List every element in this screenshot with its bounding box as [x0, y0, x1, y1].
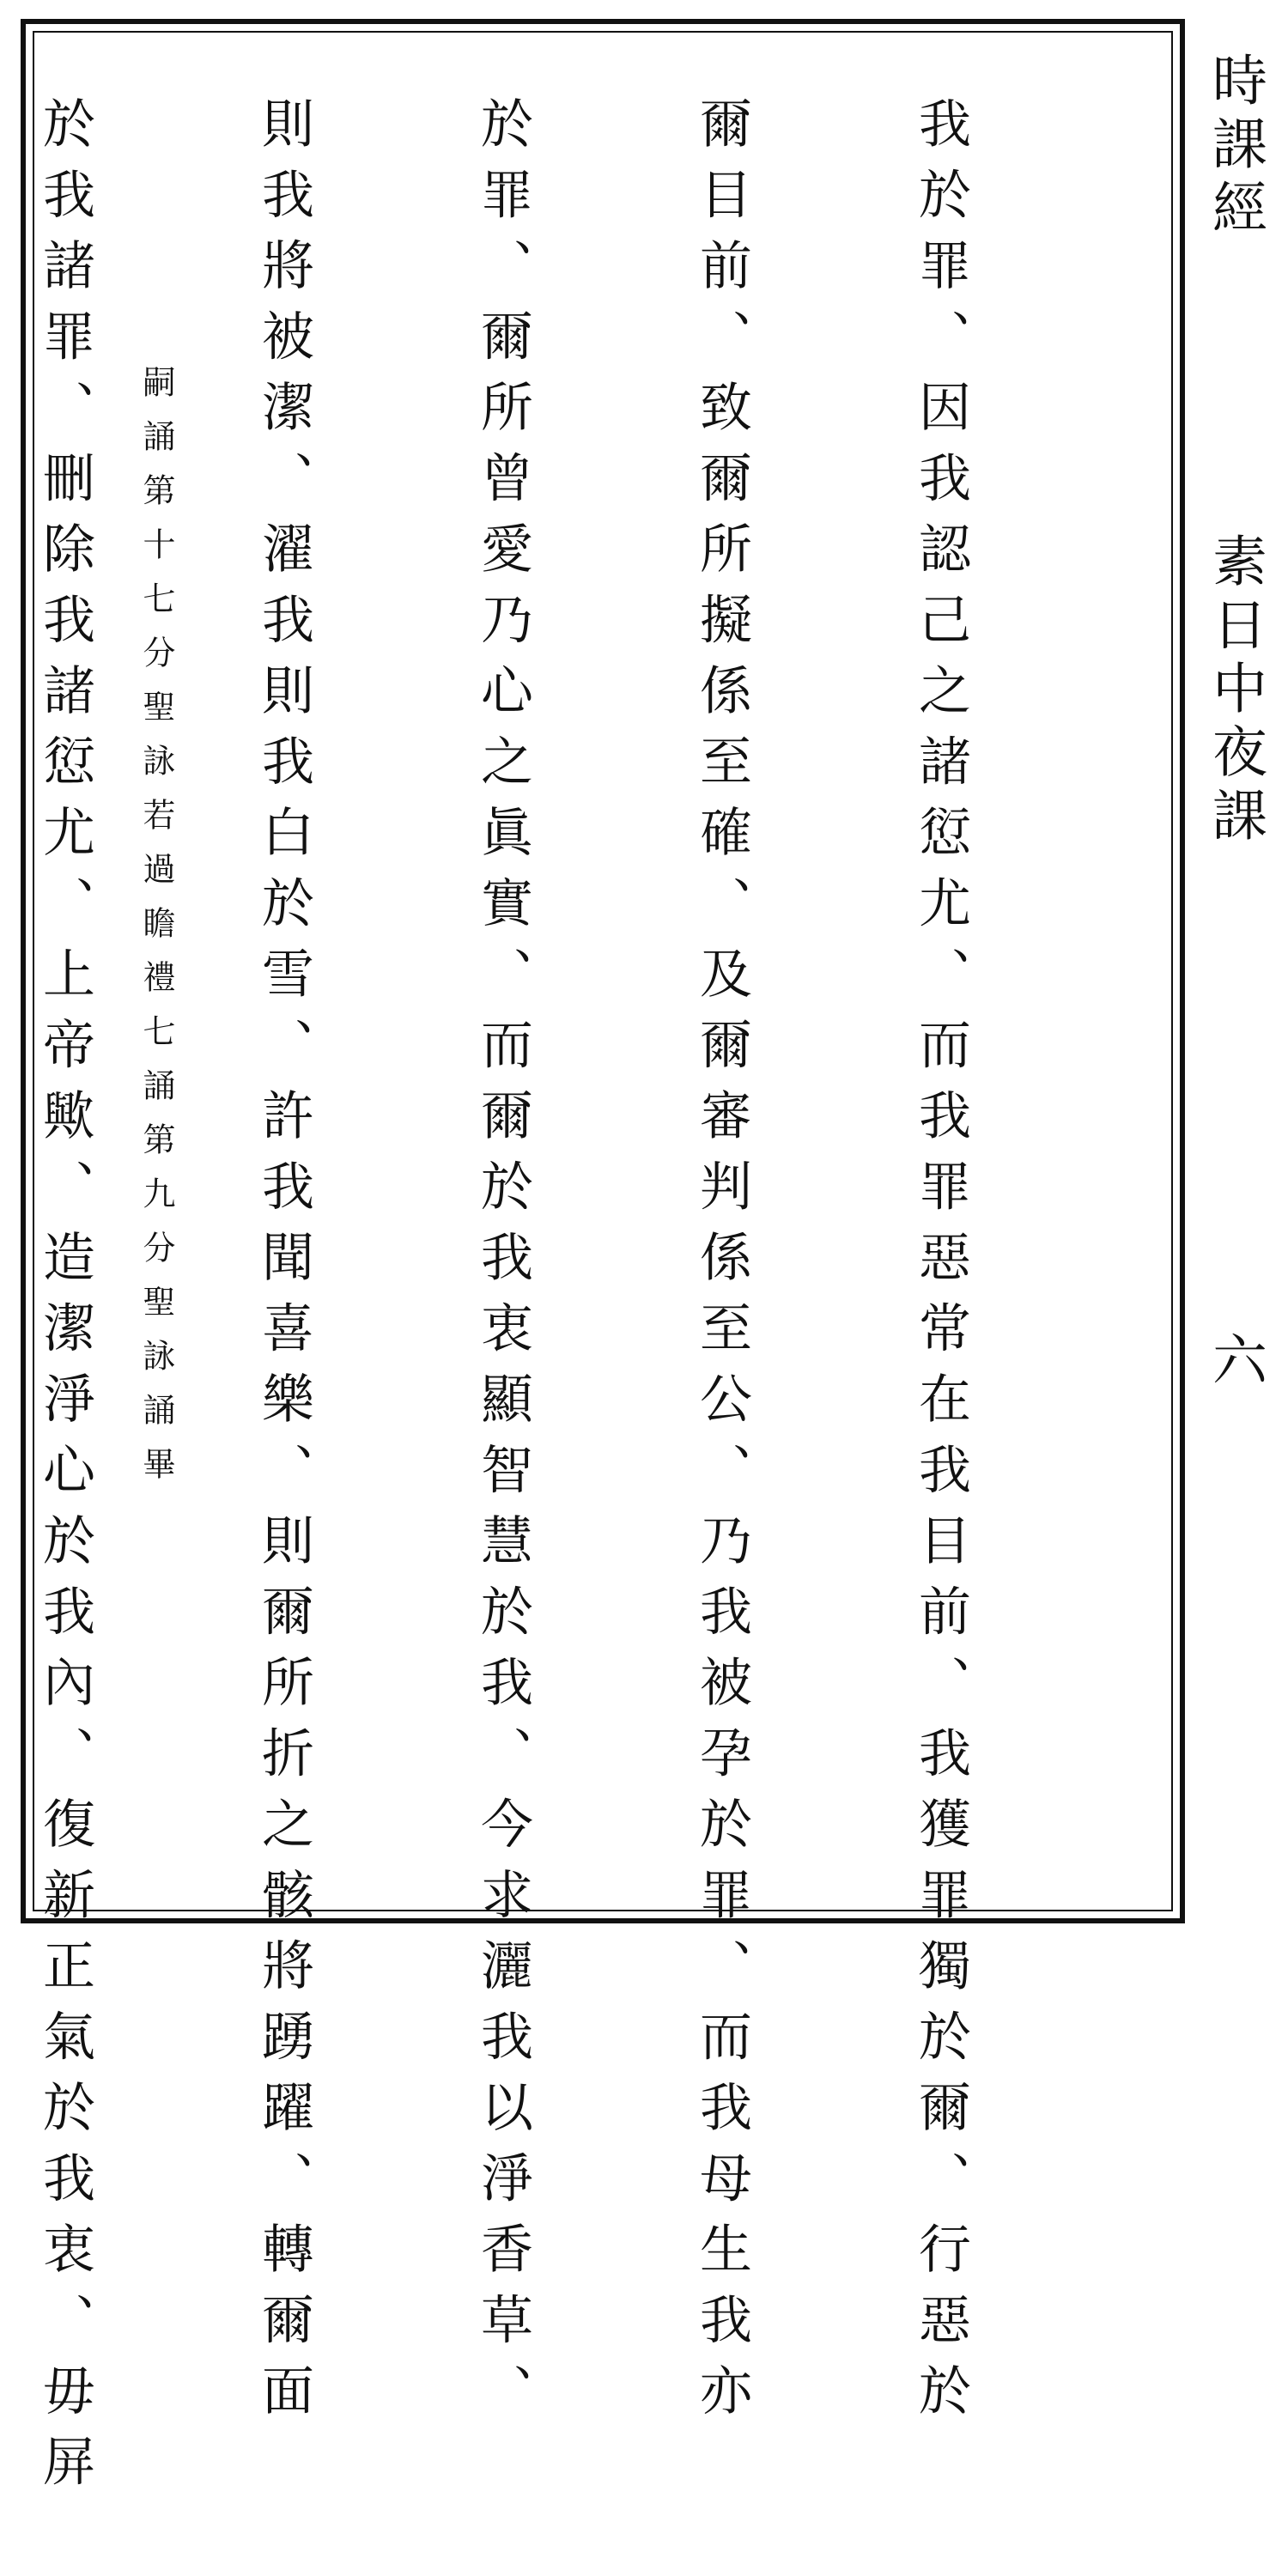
- section-title: 素日中夜課: [1203, 532, 1267, 850]
- text-column: 我於罪、因我認己之諸愆尤、而我罪惡常在我目前、我獲罪獨於爾、行惡於: [910, 96, 971, 2434]
- text-column: 則我將被潔、濯我則我白於雪、許我聞喜樂、則爾所折之骸將踴躍、轉爾面: [253, 96, 314, 2434]
- rubric-note: 嗣誦第十七分聖詠若過瞻禮七誦第九分聖詠誦畢: [137, 365, 175, 1501]
- page-margin-header: [1200, 52, 1269, 1923]
- text-column: 爾目前、致爾所擬係至確、及爾審判係至公、乃我被孕於罪、而我母生我亦: [691, 96, 752, 2434]
- page-number: 六: [1203, 1331, 1267, 1386]
- text-column: 於我諸罪、刪除我諸愆尤、上帝歟、造潔淨心於我內、復新正氣於我衷、毋屏: [34, 96, 95, 2505]
- book-title: 時課經: [1203, 52, 1267, 242]
- text-column: 於罪、爾所曾愛乃心之眞實、而爾於我衷顯智慧於我、今求灑我以淨香草、: [472, 96, 533, 2434]
